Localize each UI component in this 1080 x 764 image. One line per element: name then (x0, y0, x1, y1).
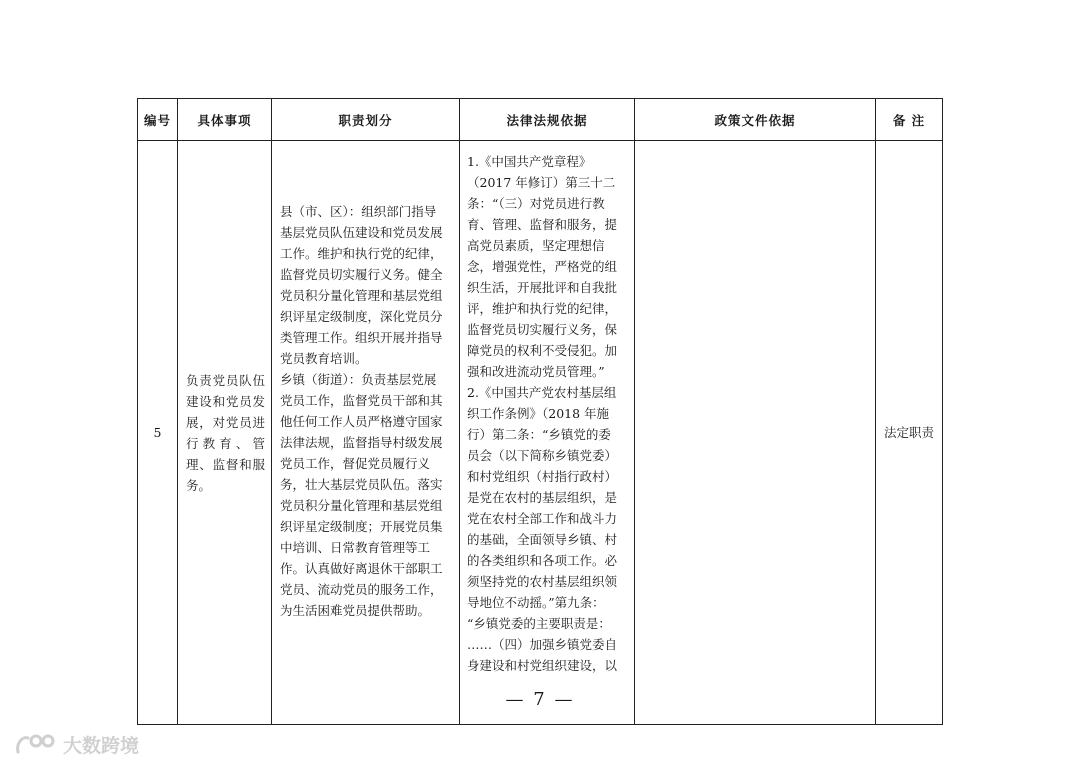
duty-line: 党员积分量化管理和基层党组 (280, 498, 443, 513)
duty-line: 中培训、日常教育管理等工 (280, 540, 431, 555)
duty-line: 基层党员队伍建设和党员发展 (280, 225, 443, 240)
row-note: 法定职责 (876, 141, 943, 725)
row-policy (635, 141, 876, 725)
law-line: 障党员的权利不受侵犯。加 (467, 343, 618, 358)
duty-line: 作。认真做好离退休干部职工 (280, 561, 443, 576)
duty-line: 织评星定级制度，深化党员分 (280, 309, 443, 324)
law-line: 评，维护和执行党的纪律， (467, 301, 618, 316)
duty-line: 务，壮大基层党员队伍。落实 (280, 477, 443, 492)
row-item: 负责党员队伍建设和党员发展，对党员进行教育、管理、监督和服务。 (178, 141, 272, 725)
duty-line: 党员、流动党员的服务工作， (280, 582, 443, 597)
header-law: 法律法规依据 (460, 99, 635, 141)
header-item: 具体事项 (178, 99, 272, 141)
law-line: 须坚持党的农村基层组织领 (467, 574, 618, 589)
law-line: 织工作条例》（2018 年施 (467, 406, 610, 421)
law-line: 员会（以下简称乡镇党委） (467, 448, 618, 463)
duty-line: 党员工作，督促党员履行义 (280, 456, 431, 471)
law-line: 身建设和村党组织建设，以 (467, 658, 618, 673)
table-row (138, 141, 943, 725)
duty-text (280, 201, 453, 621)
duty-line: 为生活困难党员提供帮助。 (280, 603, 431, 618)
row-law (460, 141, 635, 725)
law-line: 党在农村全部工作和战斗力 (467, 511, 618, 526)
law-text (467, 151, 628, 676)
law-line: 育、管理、监督和服务，提 (467, 217, 618, 232)
header-policy: 政策文件依据 (635, 99, 876, 141)
law-line: 是党在农村的基层组织，是 (467, 490, 618, 505)
duty-line: 党员教育培训。 (280, 351, 368, 366)
duty-line: 工作。维护和执行党的纪律， (280, 246, 443, 261)
law-line: “乡镇党委的主要职责是： (467, 616, 611, 631)
duty-line: 党员积分量化管理和基层党组 (280, 288, 443, 303)
duty-line: 乡镇（街道）：负责基层党展 (280, 372, 437, 387)
law-line: 织生活，开展批评和自我批 (467, 280, 618, 295)
duty-table (137, 98, 943, 725)
law-line: 行）第二条：“乡镇党的委 (467, 427, 611, 442)
law-line: 强和改进流动党员管理。” (467, 364, 605, 379)
table-header-row (138, 99, 943, 141)
duty-line: 监督党员切实履行义务。健全 (280, 267, 443, 282)
header-number: 编号 (138, 99, 178, 141)
duty-line: 织评星定级制度；开展党员集 (280, 519, 443, 534)
law-line: 的各类组织和各项工作。必 (467, 553, 618, 568)
duty-line: 类管理工作。组织开展并指导 (280, 330, 443, 345)
header-duty: 职责划分 (272, 99, 460, 141)
law-line: 导地位不动摇。”第九条： (467, 595, 605, 610)
duty-line: 法律法规，监督指导村级发展 (280, 435, 443, 450)
law-line: 1.《中国共产党章程》 (467, 154, 592, 169)
law-line: 条：“（三）对党员进行教 (467, 196, 605, 211)
law-line: 高党员素质，坚定理想信 (467, 238, 605, 253)
row-duty (272, 141, 460, 725)
watermark (14, 728, 139, 760)
duty-line: 县（市、区）：组织部门指导 (280, 204, 437, 219)
watermark-text: 大数跨境 (63, 734, 140, 757)
law-line: 念，增强党性，严格党的组 (467, 259, 618, 274)
row-number: 5 (138, 141, 178, 725)
law-line: 的基础，全面领导乡镇、村 (467, 532, 618, 547)
law-line: 监督党员切实履行义务，保 (467, 322, 618, 337)
header-note: 备 注 (876, 99, 943, 141)
duty-line: 党员工作，监督党员干部和其 (280, 393, 443, 408)
duty-line: 他任何工作人员严格遵守国家 (280, 414, 443, 429)
law-line: （2017 年修订）第三十二 (467, 175, 616, 190)
brand-logo-icon (14, 732, 58, 756)
page-number: — 7 — (505, 689, 575, 710)
law-line: 和村党组织（村指行政村） (467, 469, 618, 484)
law-line: 2.《中国共产党农村基层组 (467, 385, 617, 400)
law-line: ……（四）加强乡镇党委自 (467, 637, 618, 652)
